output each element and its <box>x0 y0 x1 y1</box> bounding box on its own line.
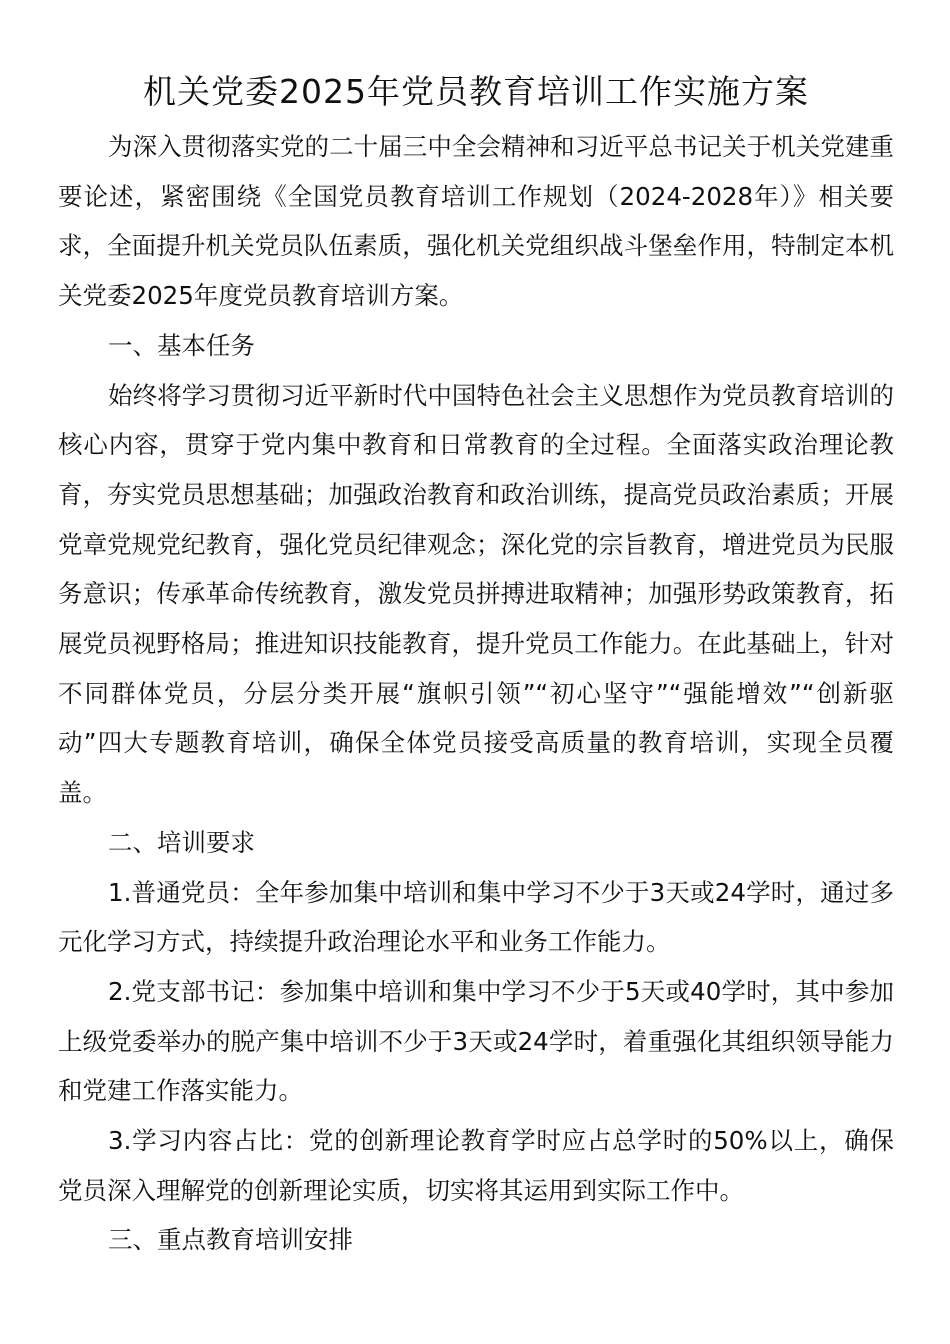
document-title: 机关党委2025年党员教育培训工作实施方案 <box>143 72 809 111</box>
requirement-item-content-ratio: 3.学习内容占比：党的创新理论教育学时应占总学时的50%以上，确保党员深入理解党的创新理论实质，切实将其运用到实际工作中。 <box>58 1126 894 1205</box>
basic-tasks-paragraph: 始终将学习贯彻习近平新时代中国特色社会主义思想作为党员教育培训的核心内容，贯穿于党内集中教育和日常教育的全过程。全面落实政治理论教育，夯实党员思想基础；加强政治教育和政治训练，提高党员政治素质；开展党章党规党纪教育，强化党员纪律观念；深化党的宗旨教育，增进党员为民服务意识；传承革命传统教育，激发党员拼搏进取精神；加强形势政策教育，拓展党员视野格局；推进知识技能教育，提升党员工作能力。在此基础上，针对不同群体党员，分层分类开展“旗帜引领”“初心坚守”“强能增效”“创新驱动”四大专题教育培训，确保全体党员接受高质量的教育培训，实现全员覆盖。 <box>58 380 894 808</box>
requirement-item-branch-secretaries: 2.党支部书记：参加集中培训和集中学习不少于5天或40学时，其中参加上级党委举办的脱产集中培训不少于3天或24学时，着重强化其组织领导能力和党建工作落实能力。 <box>58 976 894 1106</box>
requirement-item-regular-members: 1.普通党员：全年参加集中培训和集中学习不少于3天或24学时，通过多元化学习方式，持续提升政治理论水平和业务工作能力。 <box>58 877 894 957</box>
section-heading-key-arrangements: 三、重点教育培训安排 <box>108 1225 353 1255</box>
section-heading-basic-tasks: 一、基本任务 <box>108 330 255 360</box>
section-heading-training-requirements: 二、培训要求 <box>108 827 255 857</box>
intro-paragraph: 为深入贯彻落实党的二十届三中全会精神和习近平总书记关于机关党建重要论述，紧密围绕《全国党员教育培训工作规划（2024-2028年）》相关要求，全面提升机关党员队伍素质，强化机关党组织战斗堡垒作用，特制定本机关党委2025年度党员教育培训方案。 <box>58 132 894 311</box>
document-page <box>58 62 894 1265</box>
